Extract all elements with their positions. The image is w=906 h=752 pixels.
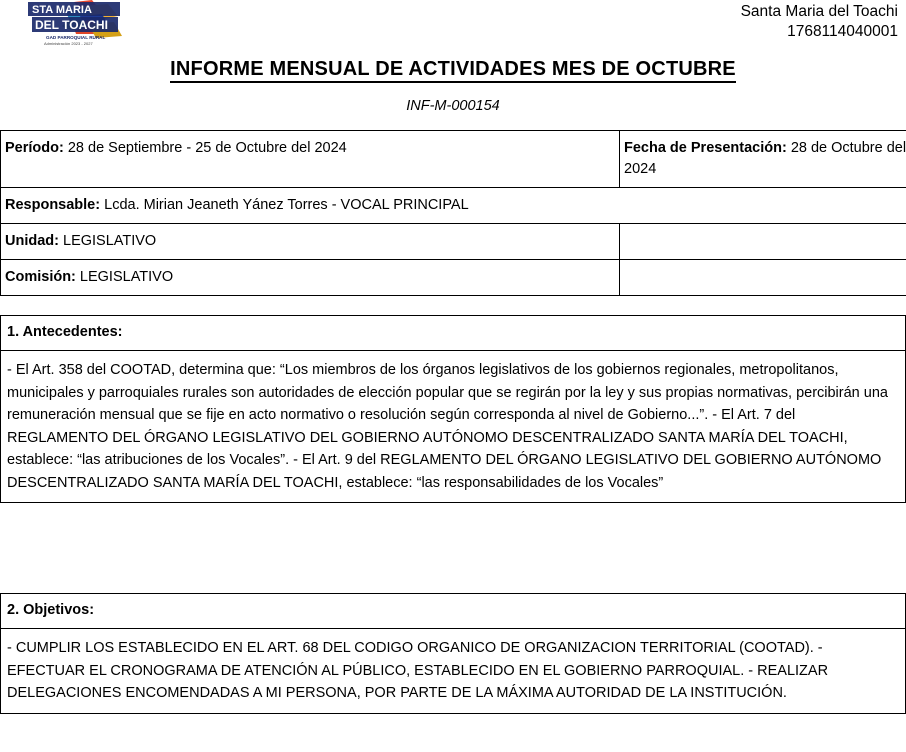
fecha-presentacion-label: Fecha de Presentación: xyxy=(624,140,787,156)
document-info-table xyxy=(0,130,906,296)
organization-code: 1768114040001 xyxy=(787,23,898,40)
comision-empty-cell xyxy=(620,260,906,296)
document-header xyxy=(0,0,906,114)
responsable-value: Lcda. Mirian Jeaneth Yánez Torres - VOCAL PRINCIPAL xyxy=(104,197,469,213)
organization-identity xyxy=(741,2,898,42)
unidad-cell xyxy=(1,224,620,260)
comision-cell xyxy=(1,260,620,296)
table-row xyxy=(1,188,906,224)
periodo-label: Período: xyxy=(5,140,64,156)
page-title xyxy=(0,58,906,81)
unidad-empty-cell xyxy=(620,224,906,260)
section-objetivos xyxy=(0,593,906,714)
section-antecedentes xyxy=(0,315,906,503)
svg-text:STA MARIA: STA MARIA xyxy=(32,4,92,16)
table-row xyxy=(1,351,906,503)
document-code: INF-M-000154 xyxy=(406,98,500,114)
unidad-value: LEGISLATIVO xyxy=(63,233,157,249)
table-row xyxy=(1,316,906,351)
table-row xyxy=(1,629,906,714)
section-title: 1. Antecedentes: xyxy=(1,316,906,351)
periodo-value: 28 de Septiembre - 25 de Octubre del 2024 xyxy=(67,140,347,156)
responsable-label: Responsable: xyxy=(5,197,101,213)
section-title: 2. Objetivos: xyxy=(1,594,906,629)
table-row xyxy=(1,131,906,188)
institution-logo-icon xyxy=(22,0,138,56)
table-row xyxy=(1,260,906,296)
periodo-cell xyxy=(1,131,620,188)
organization-name: Santa Maria del Toachi xyxy=(740,3,898,20)
table-row xyxy=(1,594,906,629)
svg-text:Administración 2023 - 2027: Administración 2023 - 2027 xyxy=(44,41,93,46)
comision-value: LEGISLATIVO xyxy=(79,269,174,285)
comision-label: Comisión: xyxy=(5,269,76,285)
section-body: - El Art. 358 del COOTAD, determina que: “Los miembros de los órganos legislativos de los gobiernos regionales, metropolitanos, municipales y parroquiales rurales son autoridades de elección popular que se regirán por la ley y sus propias normativas, percibirán una remuneración mensual que se fije en acto normativo o resolución según corresponda al nivel de Gobierno...”. - El Art. 7 del REGLAMENTO DEL ÓRGANO LEGISLATIVO DEL GOBIERNO AUTÓNOMO DESCENTRALIZADO SANTA MARÍA DEL TOACHI, establece: “las atribuciones de los Vocales”. - El Art. 9 del REGLAMENTO DEL ÓRGANO LEGISLATIVO DEL GOBIERNO AUTÓNOMO DESCENTRALIZADO SANTA MARÍA DEL TOACHI, establece: “las responsabilidades de los Vocales” xyxy=(1,351,906,503)
fecha-presentacion-value: 28 de Octubre del 2024 xyxy=(624,140,906,177)
svg-text:GAD PARROQUIAL RURAL: GAD PARROQUIAL RURAL xyxy=(46,35,106,40)
responsable-cell xyxy=(1,188,906,224)
svg-text:DEL TOACHI: DEL TOACHI xyxy=(35,18,108,32)
table-row xyxy=(1,224,906,260)
section-body: - CUMPLIR LOS ESTABLECIDO EN EL ART. 68 DEL CODIGO ORGANICO DE ORGANIZACION TERRITORIAL (COOTAD). - EFECTUAR EL CRONOGRAMA DE ATENCIÓN AL PÚBLICO, ESTABLECIDO EN EL GOBIERNO PARROQUIAL. - REALIZAR DELEGACIONES ENCOMENDADAS A MI PERSONA, POR PARTE DE LA MÁXIMA AUTORIDAD DE LA INSTITUCIÓN. xyxy=(1,629,906,714)
page-title-text: INFORME MENSUAL DE ACTIVIDADES MES DE OCTUBRE xyxy=(170,58,736,83)
fecha-presentacion-cell xyxy=(620,131,906,188)
unidad-label: Unidad: xyxy=(5,233,59,249)
